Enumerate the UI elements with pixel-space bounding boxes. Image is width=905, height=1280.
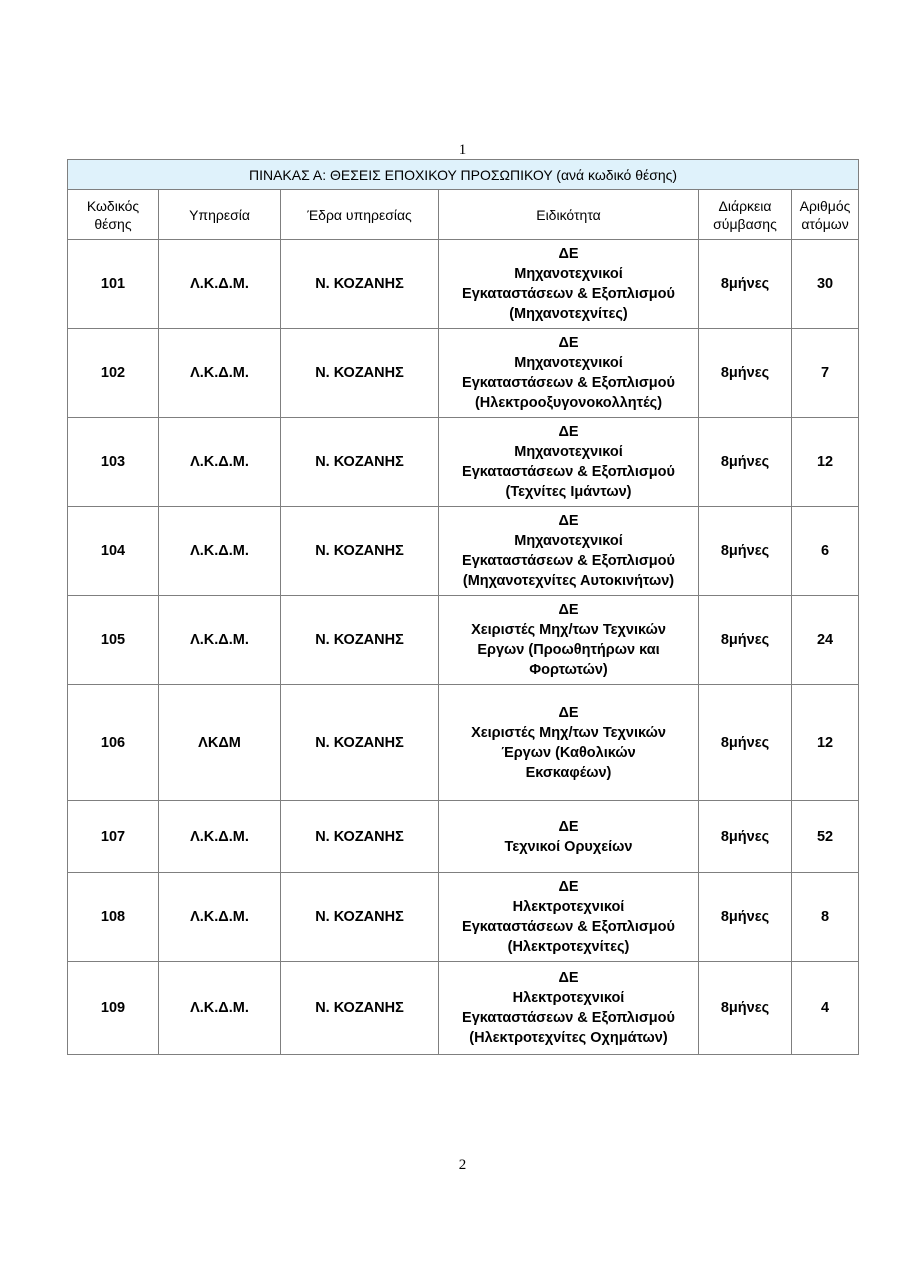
specialty-line: ΔΕ bbox=[558, 424, 579, 440]
cell-count: 24 bbox=[792, 596, 859, 685]
cell-count: 7 bbox=[792, 329, 859, 418]
cell-code: 106 bbox=[68, 685, 159, 801]
cell-service: Λ.Κ.Δ.Μ. bbox=[159, 240, 281, 329]
specialty-line: Εγκαταστάσεων & Εξοπλισμού bbox=[462, 919, 675, 935]
cell-service: Λ.Κ.Δ.Μ. bbox=[159, 873, 281, 962]
cell-service: Λ.Κ.Δ.Μ. bbox=[159, 418, 281, 507]
cell-count: 6 bbox=[792, 507, 859, 596]
cell-duration: 8μήνες bbox=[699, 507, 792, 596]
cell-code: 104 bbox=[68, 507, 159, 596]
cell-service: Λ.Κ.Δ.Μ. bbox=[159, 507, 281, 596]
table-row bbox=[68, 418, 859, 507]
cell-duration: 8μήνες bbox=[699, 873, 792, 962]
cell-duration: 8μήνες bbox=[699, 685, 792, 801]
cell-duration: 8μήνες bbox=[699, 240, 792, 329]
specialty-line: Εκσκαφέων) bbox=[525, 764, 612, 781]
cell-seat: Ν. ΚΟΖΑΝΗΣ bbox=[281, 329, 439, 418]
table-row bbox=[68, 801, 859, 873]
specialty-line: Τεχνικοί Ορυχείων bbox=[504, 838, 633, 855]
cell-specialty bbox=[439, 873, 699, 962]
header-duration bbox=[699, 190, 792, 240]
table-row bbox=[68, 507, 859, 596]
header-count bbox=[792, 190, 859, 240]
cell-service: Λ.Κ.Δ.Μ. bbox=[159, 596, 281, 685]
header-seat: Έδρα υπηρεσίας bbox=[281, 190, 439, 240]
cell-specialty bbox=[439, 801, 699, 873]
cell-specialty bbox=[439, 507, 699, 596]
cell-service: Λ.Κ.Δ.Μ. bbox=[159, 801, 281, 873]
specialty-line: Εγκαταστάσεων & Εξοπλισμού bbox=[462, 286, 675, 302]
cell-code: 107 bbox=[68, 801, 159, 873]
table-title: ΠΙΝΑΚΑΣ Α: ΘΕΣΕΙΣ ΕΠΟΧΙΚΟΥ ΠΡΟΣΩΠΙΚΟΥ (ανά κωδικό θέσης) bbox=[68, 160, 859, 190]
cell-code: 109 bbox=[68, 962, 159, 1055]
cell-code: 108 bbox=[68, 873, 159, 962]
specialty-line: ΔΕ bbox=[558, 513, 579, 529]
cell-seat: Ν. ΚΟΖΑΝΗΣ bbox=[281, 801, 439, 873]
specialty-line: ΔΕ bbox=[558, 246, 579, 262]
specialty-line: Φορτωτών) bbox=[529, 662, 608, 678]
table-row bbox=[68, 596, 859, 685]
header-count-line1: Αριθμός bbox=[799, 197, 851, 214]
cell-specialty bbox=[439, 240, 699, 329]
cell-code: 105 bbox=[68, 596, 159, 685]
header-specialty: Ειδικότητα bbox=[439, 190, 699, 240]
header-duration-line1: Διάρκεια bbox=[718, 197, 772, 214]
header-code-line2: θέσης bbox=[94, 215, 132, 232]
specialty-line: (Ηλεκτροτεχνίτες) bbox=[507, 939, 630, 955]
specialty-line: Χειριστές Μηχ/των Τεχνικών bbox=[471, 724, 666, 741]
specialty-line: Χειριστές Μηχ/των Τεχνικών bbox=[471, 622, 666, 638]
cell-seat: Ν. ΚΟΖΑΝΗΣ bbox=[281, 240, 439, 329]
header-service: Υπηρεσία bbox=[159, 190, 281, 240]
cell-service: Λ.Κ.Δ.Μ. bbox=[159, 329, 281, 418]
cell-specialty bbox=[439, 685, 699, 801]
cell-duration: 8μήνες bbox=[699, 418, 792, 507]
specialty-line: (Μηχανοτεχνίτες Αυτοκινήτων) bbox=[462, 573, 675, 589]
specialty-line: ΔΕ bbox=[558, 818, 579, 835]
cell-count: 8 bbox=[792, 873, 859, 962]
specialty-line: Εγκαταστάσεων & Εξοπλισμού bbox=[462, 553, 675, 569]
cell-service: Λ.Κ.Δ.Μ. bbox=[159, 962, 281, 1055]
header-duration-line2: σύμβασης bbox=[713, 215, 777, 232]
cell-seat: Ν. ΚΟΖΑΝΗΣ bbox=[281, 418, 439, 507]
cell-seat: Ν. ΚΟΖΑΝΗΣ bbox=[281, 507, 439, 596]
cell-duration: 8μήνες bbox=[699, 596, 792, 685]
table-row bbox=[68, 329, 859, 418]
table-row bbox=[68, 240, 859, 329]
cell-duration: 8μήνες bbox=[699, 801, 792, 873]
cell-seat: Ν. ΚΟΖΑΝΗΣ bbox=[281, 962, 439, 1055]
cell-seat: Ν. ΚΟΖΑΝΗΣ bbox=[281, 596, 439, 685]
specialty-line: (Τεχνίτες Ιμάντων) bbox=[505, 484, 632, 500]
specialty-line: Μηχανοτεχνικοί bbox=[514, 355, 623, 371]
specialty-line: Εγκαταστάσεων & Εξοπλισμού bbox=[462, 464, 675, 480]
cell-count: 30 bbox=[792, 240, 859, 329]
cell-duration: 8μήνες bbox=[699, 329, 792, 418]
cell-code: 103 bbox=[68, 418, 159, 507]
specialty-line: Μηχανοτεχνικοί bbox=[514, 533, 623, 549]
specialty-line: Ηλεκτροτεχνικοί bbox=[512, 899, 625, 915]
header-count-line2: ατόμων bbox=[801, 215, 849, 232]
cell-code: 102 bbox=[68, 329, 159, 418]
cell-count: 12 bbox=[792, 418, 859, 507]
table-row bbox=[68, 962, 859, 1055]
cell-count: 4 bbox=[792, 962, 859, 1055]
table-row bbox=[68, 873, 859, 962]
specialty-line: (Ηλεκτροτεχνίτες Οχημάτων) bbox=[469, 1030, 668, 1046]
specialty-line: Μηχανοτεχνικοί bbox=[514, 444, 623, 460]
cell-service: ΛΚΔΜ bbox=[159, 685, 281, 801]
specialty-line: ΔΕ bbox=[558, 970, 579, 986]
specialty-line: Μηχανοτεχνικοί bbox=[514, 266, 623, 282]
specialty-line: Εγκαταστάσεων & Εξοπλισμού bbox=[462, 375, 675, 391]
specialty-line: ΔΕ bbox=[558, 704, 579, 721]
header-code-line1: Κωδικός bbox=[86, 197, 140, 214]
cell-duration: 8μήνες bbox=[699, 962, 792, 1055]
cell-seat: Ν. ΚΟΖΑΝΗΣ bbox=[281, 685, 439, 801]
cell-specialty bbox=[439, 329, 699, 418]
cell-specialty bbox=[439, 596, 699, 685]
specialty-line: ΔΕ bbox=[558, 335, 579, 351]
cell-seat: Ν. ΚΟΖΑΝΗΣ bbox=[281, 873, 439, 962]
cell-specialty bbox=[439, 962, 699, 1055]
specialty-line: Εργων (Προωθητήρων και bbox=[477, 642, 660, 658]
header-code bbox=[68, 190, 159, 240]
specialty-line: Ηλεκτροτεχνικοί bbox=[512, 990, 625, 1006]
page-number-top: 1 bbox=[458, 142, 467, 158]
positions-table bbox=[67, 159, 859, 1055]
cell-specialty bbox=[439, 418, 699, 507]
specialty-line: ΔΕ bbox=[558, 879, 579, 895]
specialty-line: Εγκαταστάσεων & Εξοπλισμού bbox=[462, 1010, 675, 1026]
cell-count: 52 bbox=[792, 801, 859, 873]
cell-count: 12 bbox=[792, 685, 859, 801]
page-number-bottom: 2 bbox=[458, 1157, 467, 1173]
specialty-line: Έργων (Καθολικών bbox=[501, 744, 636, 761]
specialty-line: (Μηχανοτεχνίτες) bbox=[509, 306, 628, 322]
specialty-line: ΔΕ bbox=[558, 602, 579, 618]
table-row bbox=[68, 685, 859, 801]
cell-code: 101 bbox=[68, 240, 159, 329]
specialty-line: (Ηλεκτροοξυγονοκολλητές) bbox=[474, 395, 663, 411]
